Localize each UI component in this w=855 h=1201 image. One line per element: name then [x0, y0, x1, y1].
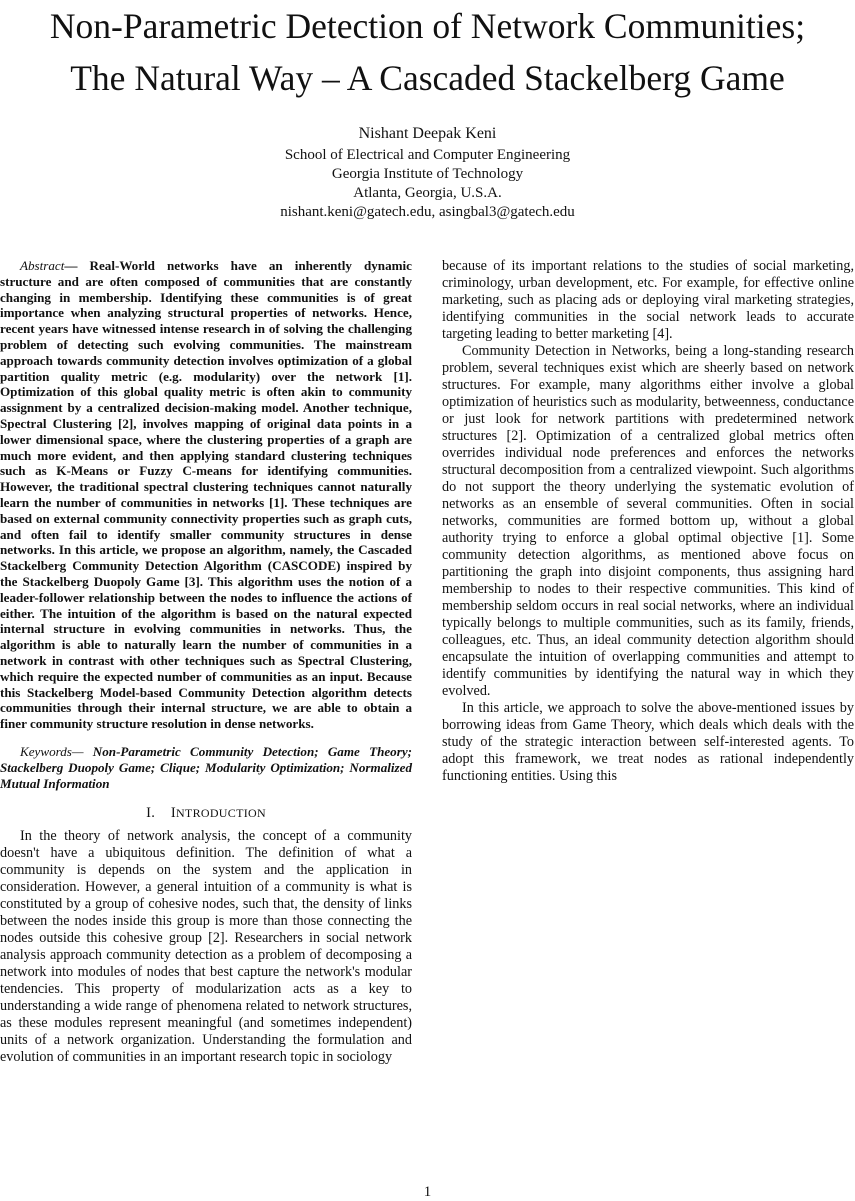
section-title-initial: I: [170, 805, 176, 822]
title-line-1: Non-Parametric Detection of Network Communities;: [49, 6, 806, 46]
section-number: I.: [146, 805, 156, 822]
left-column: [0, 258, 412, 1066]
right-column: [442, 258, 854, 785]
affiliation-institute: Georgia Institute of Technology: [331, 166, 524, 182]
page-number: 1: [423, 1184, 432, 1200]
affiliation-location: Atlanta, Georgia, U.S.A.: [353, 185, 502, 201]
keywords-text: Non-Parametric Community Detection; Game Theory; Stackelberg Duopoly Game; Clique; Modularity Optimization; Normalized Mutual Information: [0, 743, 412, 791]
abstract-dash: —: [64, 258, 90, 273]
affiliation-school: School of Electrical and Computer Engineering: [284, 147, 571, 163]
intro-paragraph-2: Community Detection in Networks, being a long-standing research problem, several techniques exist which are sheerly based on network structures. For example, many algorithms either involve a global optimization of heuristics such as modularity, betweenness, conductance or just look for network partitions with predetermined network structures [2]. Optimization of a centralized global metrics often overrides individual node preferences and enforces the networks structural decomposition from a centralized viewpoint. Such algorithms do not support the theory underlying the systematic evolution of networks as an ensemble of several communities. Often in social networks, communities are formed bottom up, without a global authority trying to enforce a global optimal objective [1]. Some community detection algorithms, as mentioned above focus on partitioning the graph into disjoint components, thus assigning hard membership to nodes to their respective communities. This kind of membership seldom occurs in real social networks, where an individual typically belongs to multiple communities, such as its family, friends, colleagues, etc. Thus, an ideal community detection algorithm should encapsulate the intuition of overlapping communities and attempt to identify communities by identifying the natural way in which they evolved.: [442, 343, 854, 699]
section-heading-introduction: [0, 805, 412, 822]
abstract: [0, 258, 412, 732]
intro-paragraph-1-continued: because of its important relations to the studies of social marketing, criminology, urban development, etc. For example, for effective online marketing, such as placing ads or deploying viral marketing strategies, identifying communities in the social network leads to accurate targeting leading to better marketing [4].: [442, 258, 854, 342]
intro-paragraph-3: In this article, we approach to solve the above-mentioned issues by borrowing ideas from Game Theory, which deals which deals with the study of the strategic interaction between self-interested agents. To adopt this framework, we treat nodes as rational independently functioning entities. Using this: [442, 700, 854, 784]
author-name: Nishant Deepak Keni: [358, 125, 497, 142]
abstract-label: Abstract: [20, 258, 65, 273]
keywords-label: Keywords—: [20, 743, 93, 759]
abstract-text: Real-World networks have an inherently dynamic structure and are often composed of communities that are constantly changing in membership. Identifying these communities is of great importance when analyzing structural properties of networks. Hence, recent years have witnessed intense research in of solving the challenging problem of detecting such evolving communities. The mainstream approach towards community detection involves optimization of a global partition quality metric (e.g. modularity) over the network [1]. Optimization of this global quality metric is often akin to community assignment by a centralized decision-making model. Another technique, Spectral Clustering [2], involves mapping of original data points in a lower dimensional space, where the clustering properties of a graph are much more evident, and then applying standard clustering techniques such as K-Means or Fuzzy C-means for identifying communities. However, the traditional spectral clustering techniques cannot naturally learn the number of communities in networks [1]. These techniques are based on external community connectivity properties such as graph cuts, and often fail to identify smaller community structures in dense networks. In this article, we propose an algorithm, namely, the Cascaded Stackelberg Community Detection Algorithm (CASCODE) inspired by the Stackelberg Duopoly Game [3]. This algorithm uses the notion of a leader-follower relationship between the nodes to influence the actions of either. The intuition of the algorithm is based on the natural expected internal structure in evolving communities in networks. Thus, the algorithm is able to naturally learn the number of communities in a network in contrast with other techniques such as Spectral Clustering, which require the expected number of communities as an input. Because this Stackelberg Model-based Community Detection algorithm detects communities through their internal structure, we are able to obtain a finer community structure resolution in dense networks.: [0, 258, 412, 732]
author-emails: nishant.keni@gatech.edu, asingbal3@gatech.edu: [280, 204, 575, 220]
keywords: [0, 744, 412, 791]
author-block: [0, 124, 855, 222]
paper-title: [0, 0, 855, 104]
title-line-2: The Natural Way – A Cascaded Stackelberg Game: [70, 58, 785, 98]
section-title-rest: NTRODUCTION: [175, 806, 266, 821]
intro-paragraph-1: In the theory of network analysis, the concept of a community doesn't have a ubiquitous definition. The definition of what a community is depends on the system and the application in consideration. However, a general intuition of a community is what is constituted by a group of cohesive nodes, such that, the density of links between the nodes inside this group is more than those connecting the nodes outside this cohesive group [2]. Researchers in social network analysis approach community detection as a problem of decomposing a network into modules of nodes that best capture the network's modular tendencies. This property of modularization acts as a key to understanding a wide range of phenomena related to network structures, as these modules represent meaningful (and sometimes independent) units of a network organization. Understanding the formulation and evolution of communities in an important research topic in sociology: [0, 828, 412, 1066]
